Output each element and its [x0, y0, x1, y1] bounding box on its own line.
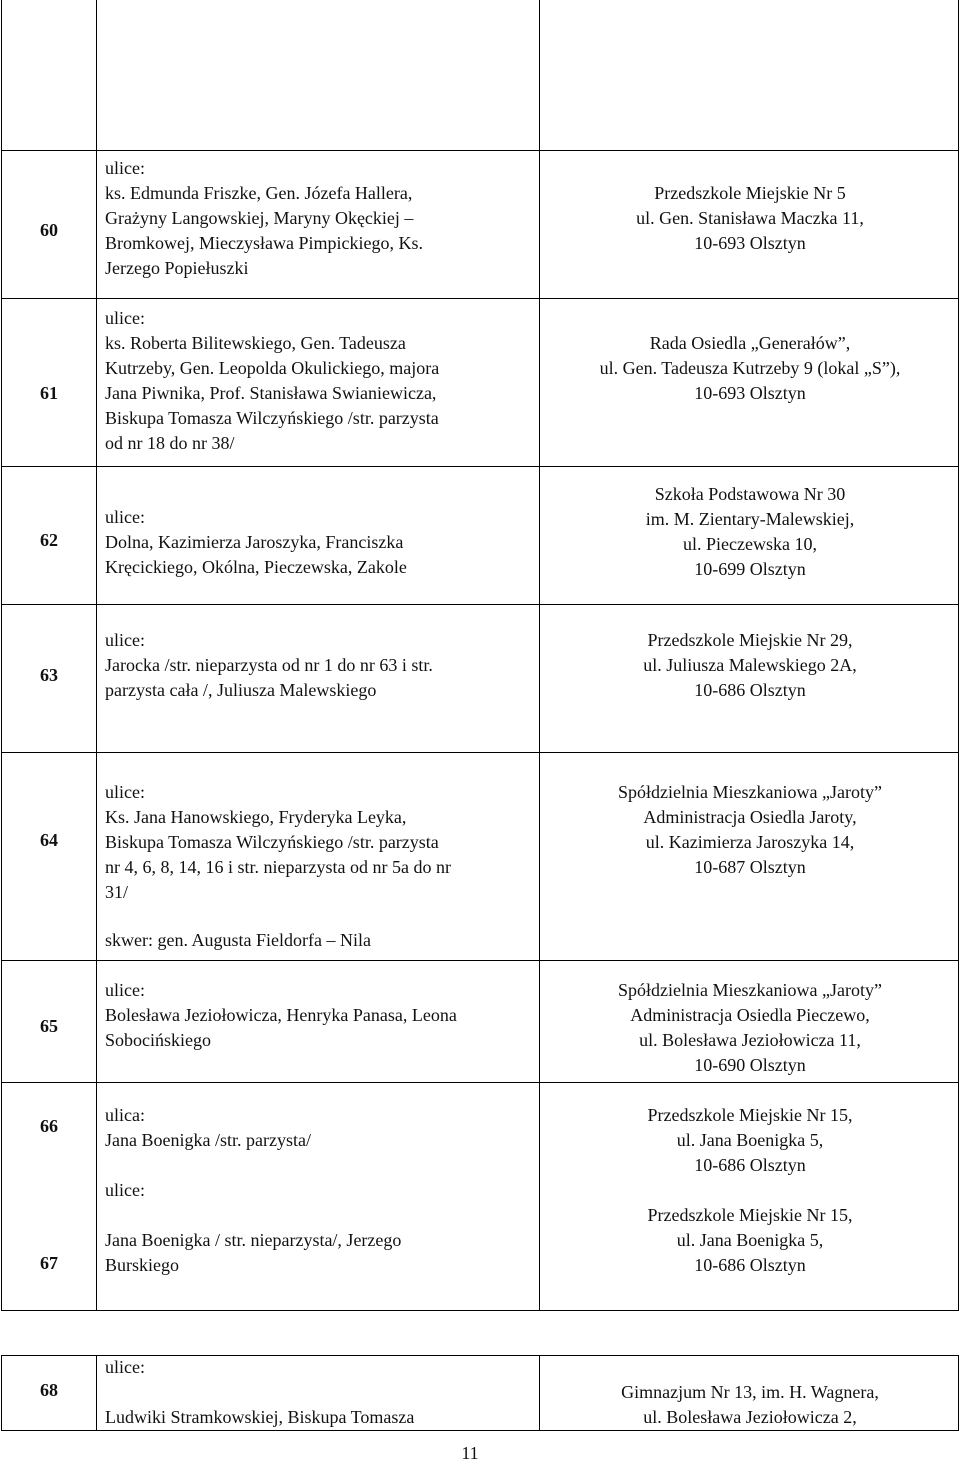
- row-number: 60: [40, 220, 58, 240]
- street-list: ulica: Jana Boenigka /str. parzysta/: [105, 1105, 311, 1150]
- polling-place: Spółdzielnia Mieszkaniowa „Jaroty” Administracja Osiedla Jaroty, ul. Kazimierza Jaroszyka 14, 10-687 Olsztyn: [618, 782, 882, 877]
- row-number: 64: [40, 830, 58, 850]
- street-list: ulice: Jarocka /str. nieparzysta od nr 1 do nr 63 i str. parzysta cała /, Juliusza Malewskiego: [105, 630, 433, 700]
- grid-line: [1, 752, 959, 753]
- street-list: ulice: Ks. Jana Hanowskiego, Fryderyka Leyka, Biskupa Tomasza Wilczyńskiego /str. parzysta nr 4, 6, 8, 14, 16 i str. nieparzysta od nr 5a do nr 31/: [105, 782, 451, 902]
- street-list: ulice: ks. Roberta Bilitewskiego, Gen. Tadeusza Kutrzeby, Gen. Leopolda Okulickiego, majora Jana Piwnika, Prof. Stanisława Swianiewicza, Biskupa Tomasza Wilczyńskiego /str. parzysta od nr 18 do nr 38/: [105, 308, 440, 453]
- polling-place: Gimnazjum Nr 13, im. H. Wagnera, ul. Bolesława Jeziołowicza 2,: [621, 1382, 879, 1427]
- row-number: 62: [40, 530, 58, 550]
- polling-place: Rada Osiedla „Generałów”, ul. Gen. Tadeusza Kutrzeby 9 (lokal „S”), 10-693 Olsztyn: [599, 333, 901, 403]
- street-list: ulice: ks. Edmunda Friszke, Gen. Józefa Hallera, Grażyny Langowskiej, Maryny Okęckiej – Bromkowej, Mieczysława Pimpickiego, Ks. Jerzego Popiełuszki: [105, 158, 423, 278]
- grid-line: [1, 1310, 959, 1311]
- polling-place: Spółdzielnia Mieszkaniowa „Jaroty” Administracja Osiedla Pieczewo, ul. Bolesława Jeziołowicza 11, 10-690 Olsztyn: [618, 980, 882, 1075]
- grid-line: [1, 960, 959, 961]
- grid-line: [1, 604, 959, 605]
- polling-place: Przedszkole Miejskie Nr 5 ul. Gen. Stanisława Maczka 11, 10-693 Olsztyn: [636, 183, 864, 253]
- grid-line: [96, 0, 97, 150]
- grid-line: [1, 298, 959, 299]
- row-number: 63: [40, 665, 58, 685]
- page-number: 11: [461, 1443, 479, 1463]
- square-name: skwer: gen. Augusta Fieldorfa – Nila: [105, 930, 371, 950]
- street-list: ulice: Ludwiki Stramkowskiej, Biskupa Tomasza: [105, 1357, 415, 1427]
- grid-line: [1, 466, 959, 467]
- street-list: ulice: Bolesława Jeziołowicza, Henryka Panasa, Leona Sobocińskiego: [105, 980, 457, 1050]
- grid-line: [1, 1082, 959, 1083]
- row-number: 61: [40, 383, 58, 403]
- grid-line: [1, 1430, 959, 1431]
- polling-place: Przedszkole Miejskie Nr 15, ul. Jana Boenigka 5, 10-686 Olsztyn: [647, 1205, 853, 1275]
- row-number: 68: [40, 1380, 58, 1400]
- polling-place: Szkoła Podstawowa Nr 30 im. M. Zientary-Malewskiej, ul. Pieczewska 10, 10-699 Olsztyn: [645, 484, 855, 579]
- row-number: 66: [40, 1116, 58, 1136]
- grid-line: [1, 150, 959, 151]
- polling-place: Przedszkole Miejskie Nr 15, ul. Jana Boenigka 5, 10-686 Olsztyn: [647, 1105, 853, 1175]
- street-list: ulice: Dolna, Kazimierza Jaroszyka, Franciszka Kręcickiego, Okólna, Pieczewska, Zakole: [105, 507, 407, 577]
- grid-line: [539, 0, 540, 150]
- street-list: ulice: Jana Boenigka / str. nieparzysta/, Jerzego Burskiego: [105, 1180, 402, 1275]
- polling-place: Przedszkole Miejskie Nr 29, ul. Juliusza Malewskiego 2A, 10-686 Olsztyn: [643, 630, 857, 700]
- row-number: 67: [40, 1253, 58, 1273]
- grid-line: [1, 0, 2, 150]
- row-number: 65: [40, 1016, 58, 1036]
- grid-line: [958, 0, 959, 150]
